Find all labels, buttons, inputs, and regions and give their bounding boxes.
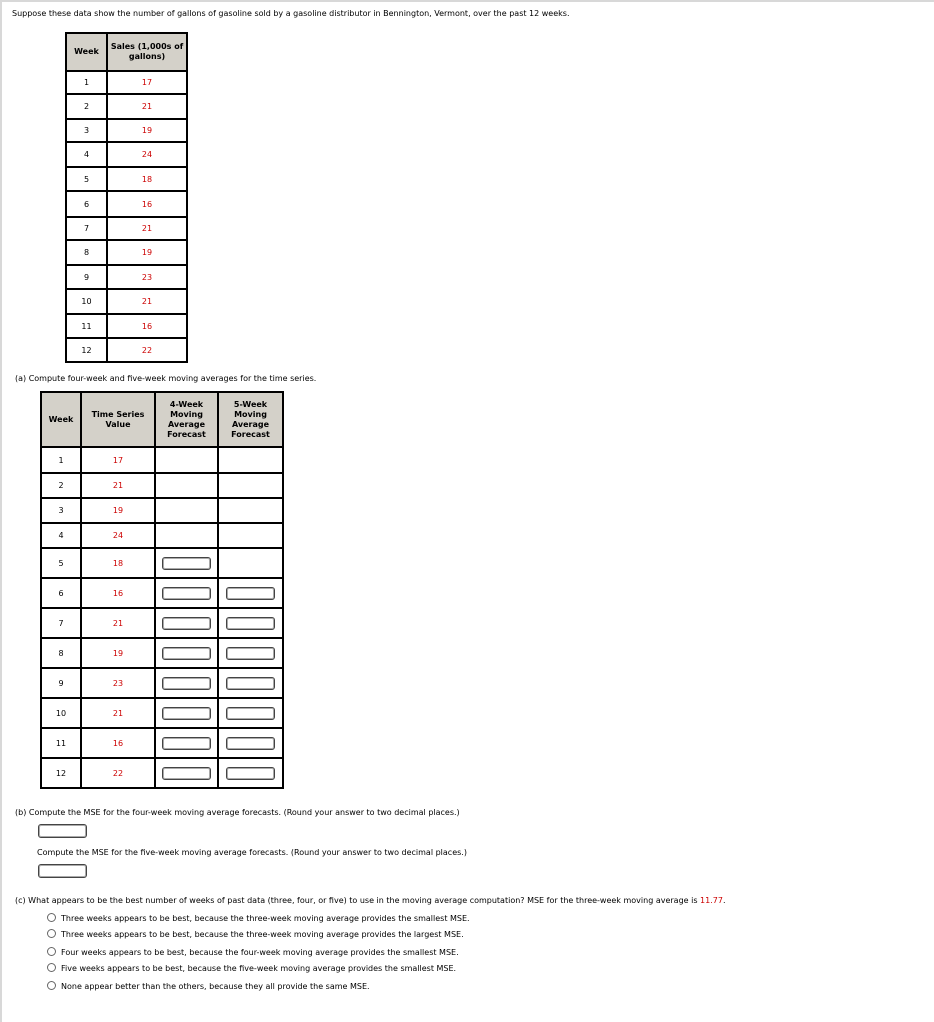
week-cell: 7 (41, 608, 81, 638)
week-cell: 6 (41, 578, 81, 608)
five-week-cell (218, 523, 283, 548)
sales-row (66, 191, 187, 217)
four-week-input[interactable] (162, 617, 211, 630)
week-cell: 12 (66, 338, 107, 362)
week-cell: 1 (66, 71, 107, 94)
four-week-cell (155, 498, 218, 523)
week-cell: 4 (66, 142, 107, 167)
sales-cell: 21 (107, 94, 187, 119)
sales-table-header (66, 33, 187, 71)
five-week-cell[interactable] (218, 758, 283, 788)
moving-average-row (41, 728, 283, 758)
radio-button-icon[interactable] (47, 981, 56, 990)
frame-top-border (0, 0, 934, 2)
moving-average-row (41, 758, 283, 788)
four-week-input[interactable] (162, 647, 211, 660)
mse-four-week-input[interactable] (38, 824, 87, 838)
time-series-cell: 24 (81, 523, 155, 548)
four-week-cell[interactable] (155, 638, 218, 668)
sales-cell: 21 (107, 289, 187, 314)
answer-option-label: None appear better than the others, because they all provide the same MSE. (61, 982, 370, 991)
five-week-cell[interactable] (218, 728, 283, 758)
time-series-cell: 22 (81, 758, 155, 788)
four-week-cell[interactable] (155, 548, 218, 578)
sales-row (66, 71, 187, 94)
three-week-mse-value: 11.77 (700, 896, 723, 905)
time-series-cell: 21 (81, 698, 155, 728)
week-cell: 7 (66, 217, 107, 240)
week-cell: 8 (66, 240, 107, 265)
five-week-input[interactable] (226, 707, 275, 720)
four-week-cell[interactable] (155, 698, 218, 728)
week-cell: 10 (41, 698, 81, 728)
time-series-cell: 16 (81, 578, 155, 608)
answer-option-label: Three weeks appears to be best, because the three-week moving average provides the smallest MSE. (61, 914, 470, 923)
sales-row (66, 314, 187, 338)
moving-average-row (41, 523, 283, 548)
part-b-prompt-five-week: Compute the MSE for the five-week moving average forecasts. (Round your answer to two decimal places.) (37, 848, 467, 857)
answer-option[interactable] (47, 930, 464, 939)
five-week-cell[interactable] (218, 638, 283, 668)
time-series-cell: 19 (81, 638, 155, 668)
sales-row (66, 94, 187, 119)
five-week-cell (218, 447, 283, 473)
week-header: Week (41, 392, 81, 447)
sales-cell: 16 (107, 314, 187, 338)
four-week-cell[interactable] (155, 668, 218, 698)
answer-option-label: Five weeks appears to be best, because the five-week moving average provides the smallest MSE. (61, 964, 457, 973)
part-b-prompt-four-week: (b) Compute the MSE for the four-week moving average forecasts. (Round your answer to two decimal places.) (15, 808, 460, 817)
sales-row (66, 142, 187, 167)
sales-row (66, 240, 187, 265)
week-cell: 10 (66, 289, 107, 314)
week-cell: 2 (66, 94, 107, 119)
sales-cell: 24 (107, 142, 187, 167)
sales-cell: 17 (107, 71, 187, 94)
radio-button-icon[interactable] (47, 929, 56, 938)
four-week-header: 4-Week Moving Average Forecast (155, 392, 218, 447)
week-cell: 6 (66, 191, 107, 217)
five-week-input[interactable] (226, 677, 275, 690)
mse-four-week-box[interactable] (38, 824, 87, 838)
week-cell: 3 (66, 119, 107, 142)
week-cell: 4 (41, 523, 81, 548)
radio-button-icon[interactable] (47, 963, 56, 972)
week-header: Week (66, 33, 107, 71)
five-week-cell (218, 473, 283, 498)
four-week-input[interactable] (162, 557, 211, 570)
week-cell: 9 (66, 265, 107, 289)
part-a-prompt: (a) Compute four-week and five-week moving averages for the time series. (15, 374, 317, 383)
time-series-cell: 18 (81, 548, 155, 578)
sales-cell: 16 (107, 191, 187, 217)
sales-row (66, 289, 187, 314)
part-c-prompt: (c) What appears to be the best number of weeks of past data (three, four, or five) to use in the moving average computation? MSE for the three-week moving average is 11.77. (15, 896, 726, 905)
five-week-cell[interactable] (218, 578, 283, 608)
week-cell: 11 (41, 728, 81, 758)
sales-row (66, 167, 187, 191)
answer-option[interactable] (47, 948, 459, 957)
answer-option[interactable] (47, 982, 370, 991)
four-week-input[interactable] (162, 587, 211, 600)
five-week-input[interactable] (226, 647, 275, 660)
time-series-cell: 16 (81, 728, 155, 758)
sales-cell: 22 (107, 338, 187, 362)
moving-average-row (41, 548, 283, 578)
sales-cell: 23 (107, 265, 187, 289)
five-week-input[interactable] (226, 737, 275, 750)
mse-five-week-box[interactable] (38, 864, 87, 878)
sales-row (66, 265, 187, 289)
moving-average-row (41, 447, 283, 473)
week-cell: 8 (41, 638, 81, 668)
five-week-input[interactable] (226, 617, 275, 630)
mse-five-week-input[interactable] (38, 864, 87, 878)
answer-option-label: Three weeks appears to be best, because the three-week moving average provides the largest MSE. (61, 930, 464, 939)
moving-average-table-header (41, 392, 283, 447)
moving-average-table (40, 391, 284, 789)
four-week-cell[interactable] (155, 578, 218, 608)
four-week-input[interactable] (162, 767, 211, 780)
sales-cell: 19 (107, 119, 187, 142)
four-week-input[interactable] (162, 737, 211, 750)
five-week-cell[interactable] (218, 698, 283, 728)
answer-option[interactable] (47, 914, 470, 923)
part-c-prompt-text: (c) What appears to be the best number of weeks of past data (three, four, or five) to use in the moving average computation? MSE for the three-week moving average is (15, 896, 701, 905)
moving-average-row (41, 698, 283, 728)
time-series-cell: 21 (81, 608, 155, 638)
frame-left-border (0, 0, 2, 1022)
sales-cell: 18 (107, 167, 187, 191)
time-series-cell: 19 (81, 498, 155, 523)
four-week-cell[interactable] (155, 608, 218, 638)
four-week-input[interactable] (162, 677, 211, 690)
week-cell: 3 (41, 498, 81, 523)
week-cell: 2 (41, 473, 81, 498)
five-week-cell[interactable] (218, 668, 283, 698)
four-week-input[interactable] (162, 707, 211, 720)
five-week-header: 5-Week Moving Average Forecast (218, 392, 283, 447)
four-week-cell[interactable] (155, 728, 218, 758)
week-cell: 12 (41, 758, 81, 788)
sales-row (66, 119, 187, 142)
five-week-input[interactable] (226, 587, 275, 600)
week-cell: 9 (41, 668, 81, 698)
intro-text: Suppose these data show the number of gallons of gasoline sold by a gasoline distributor in Bennington, Vermont, over the past 12 weeks. (12, 9, 570, 18)
four-week-cell (155, 523, 218, 548)
time-series-cell: 17 (81, 447, 155, 473)
radio-button-icon[interactable] (47, 913, 56, 922)
answer-option-label: Four weeks appears to be best, because the four-week moving average provides the smallest MSE. (61, 948, 459, 957)
sales-row (66, 217, 187, 240)
answer-option[interactable] (47, 964, 456, 973)
sales-cell: 19 (107, 240, 187, 265)
week-cell: 1 (41, 447, 81, 473)
sales-row (66, 338, 187, 362)
week-cell: 5 (66, 167, 107, 191)
sales-table (65, 32, 188, 363)
five-week-cell (218, 548, 283, 578)
radio-button-icon[interactable] (47, 947, 56, 956)
four-week-cell[interactable] (155, 758, 218, 788)
five-week-input[interactable] (226, 767, 275, 780)
week-cell: 11 (66, 314, 107, 338)
time-series-cell: 23 (81, 668, 155, 698)
week-cell: 5 (41, 548, 81, 578)
moving-average-row (41, 668, 283, 698)
moving-average-row (41, 578, 283, 608)
moving-average-row (41, 498, 283, 523)
time-series-header: Time Series Value (81, 392, 155, 447)
moving-average-row (41, 638, 283, 668)
five-week-cell[interactable] (218, 608, 283, 638)
time-series-cell: 21 (81, 473, 155, 498)
four-week-cell (155, 447, 218, 473)
moving-average-row (41, 473, 283, 498)
sales-cell: 21 (107, 217, 187, 240)
four-week-cell (155, 473, 218, 498)
sales-header: Sales (1,000s of gallons) (107, 33, 187, 71)
five-week-cell (218, 498, 283, 523)
moving-average-row (41, 608, 283, 638)
